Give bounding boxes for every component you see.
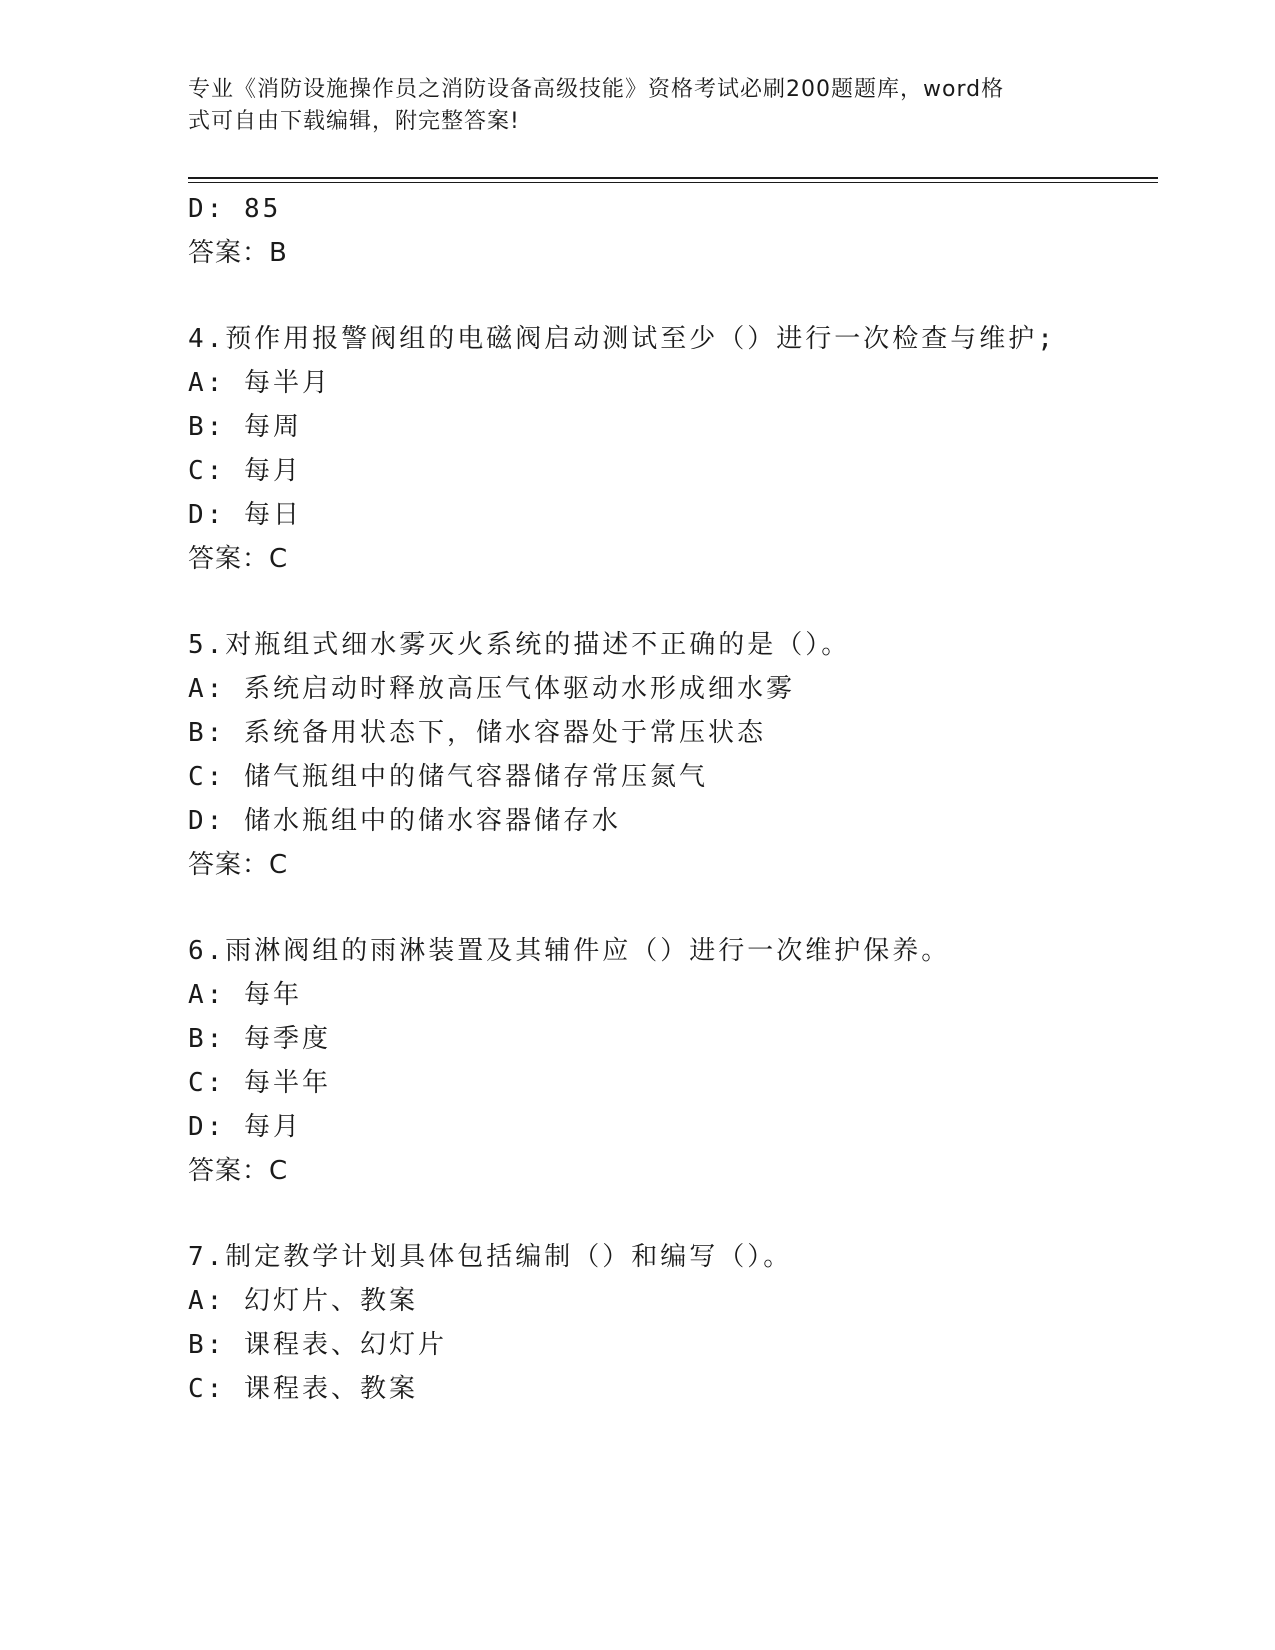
answer: 答案：C [188,544,289,574]
option-a: A: 每年 [188,980,302,1010]
answer: 答案：C [188,850,289,880]
option-a: A: 每半月 [188,368,331,398]
option-b: B: 系统备用状态下，储水容器处于常压状态 [188,718,766,748]
option-a: A: 幻灯片、教案 [188,1286,418,1316]
prev-option-d: D: 85 [188,194,282,224]
option-c: C: 课程表、教案 [188,1374,418,1404]
option-d: D: 每日 [188,500,302,530]
question-stem: 7.制定教学计划具体包括编制（）和编写（）。 [188,1242,793,1272]
option-b: B: 每周 [188,412,302,442]
option-b: B: 每季度 [188,1024,331,1054]
question-stem: 5.对瓶组式细水雾灭火系统的描述不正确的是（）。 [188,630,851,660]
question-stem: 6.雨淋阀组的雨淋装置及其辅件应（）进行一次维护保养。 [188,936,951,966]
option-a: A: 系统启动时释放高压气体驱动水形成细水雾 [188,674,795,704]
answer: 答案：C [188,1156,289,1186]
header-line-1: 专业《消防设施操作员之消防设备高级技能》资格考试必刷200题题库，word格 [188,77,1005,102]
header-divider [188,177,1158,179]
header-divider-thin [188,182,1158,183]
option-c: C: 储气瓶组中的储气容器储存常压氮气 [188,762,708,792]
option-c: C: 每月 [188,456,302,486]
document-header [188,74,1068,138]
question-stem: 4.预作用报警阀组的电磁阀启动测试至少（）进行一次检查与维护; [188,324,1056,354]
header-line-2: 式可自由下载编辑，附完整答案! [188,109,520,134]
option-d: D: 储水瓶组中的储水容器储存水 [188,806,621,836]
option-c: C: 每半年 [188,1068,331,1098]
option-b: B: 课程表、幻灯片 [188,1330,447,1360]
option-d: D: 每月 [188,1112,302,1142]
prev-answer: 答案：B [188,238,288,268]
